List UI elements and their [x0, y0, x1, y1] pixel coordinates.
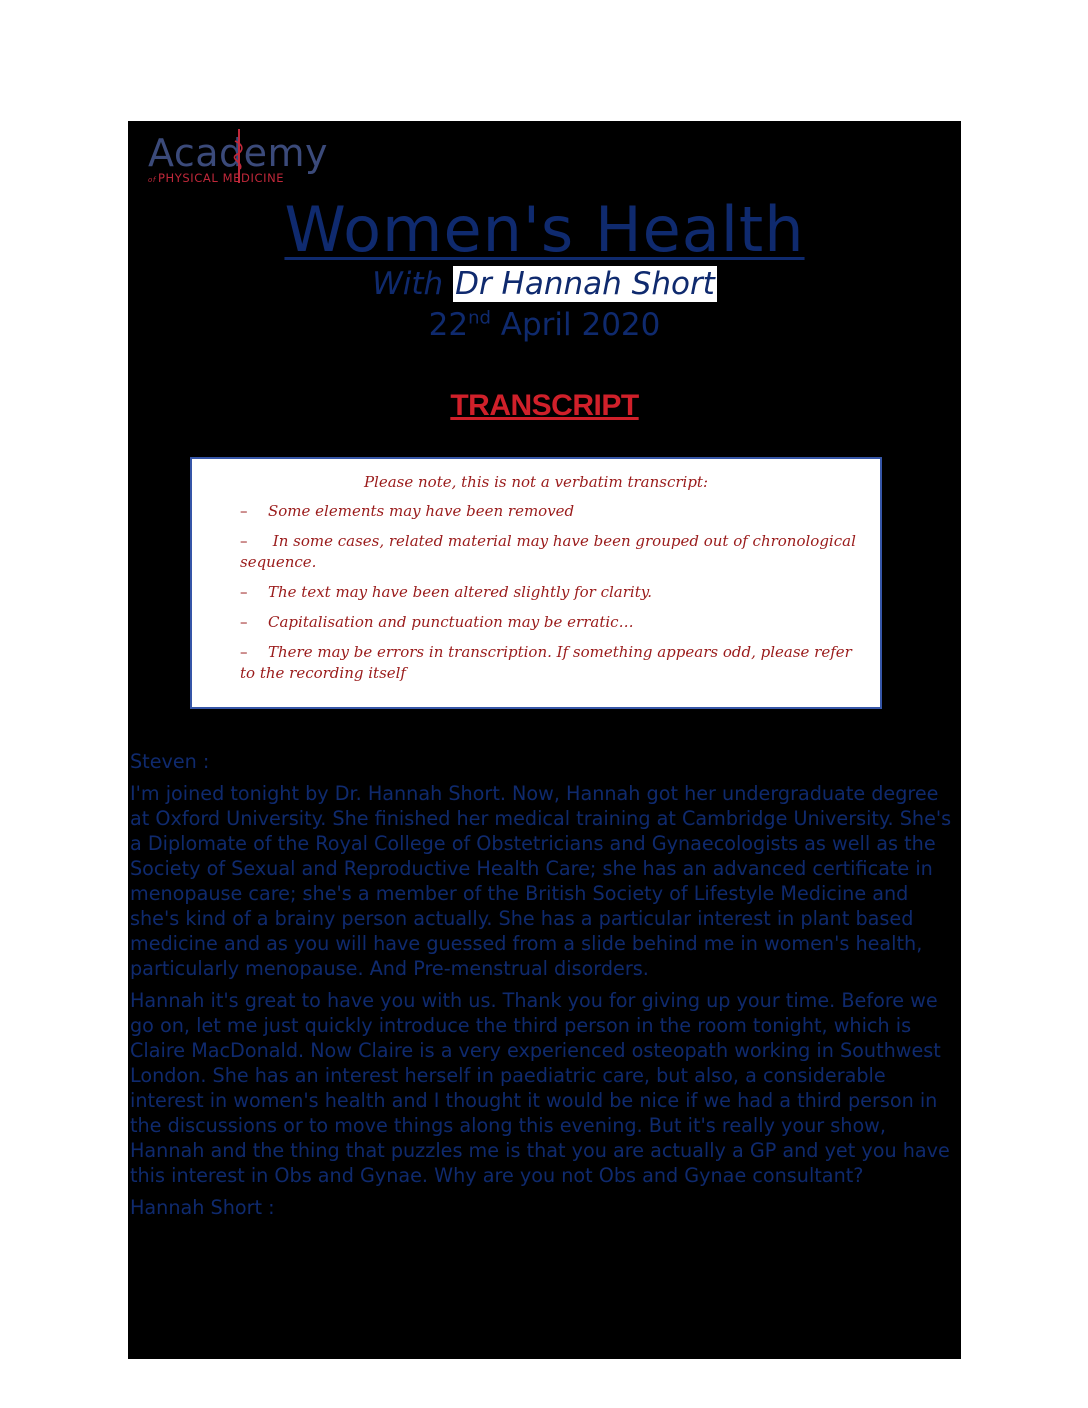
- paragraph: I'm joined tonight by Dr. Hannah Short. Now, Hannah got her undergraduate degree at Oxford University. She finished her medical training at Cambridge University. She's a Diplomate of the Royal College of Obstetricians and Gynaecologists as well as the Society of Sexual and Reproductive Health Care; she has an advanced certificate in menopause care; she's a member of the British Society of Lifestyle Medicine and she's kind of a brainy person actually. She has a particular interest in plant based medicine and as you will have guessed from a slide behind me in women's health, particularly menopause. And Pre-menstrual disorders.: [130, 782, 952, 980]
- list-item: – There may be errors in transcription. If something appears odd, please refer to the recording itself: [240, 643, 852, 682]
- dash-bullet: –: [240, 613, 248, 631]
- list-item: – The text may have been altered slightly for clarity.: [240, 583, 652, 601]
- speaker-label: Hannah Short :: [130, 1196, 275, 1219]
- date-line: [128, 307, 961, 343]
- with-label: With: [372, 266, 444, 302]
- date-day: 22: [428, 307, 469, 343]
- dash-bullet: –: [240, 643, 248, 661]
- academy-logo: [148, 127, 348, 187]
- transcript-heading: TRANSCRIPT: [450, 389, 639, 422]
- logo-subtitle: [148, 171, 284, 185]
- logo-sub-text: PHYSICAL MEDICINE: [157, 171, 285, 185]
- date-rest: April 2020: [500, 307, 661, 343]
- dash-bullet: –: [240, 502, 248, 520]
- transcript-body: [130, 749, 961, 1227]
- date-suffix: nd: [468, 307, 491, 329]
- dash-bullet: –: [240, 532, 248, 550]
- list-item: – In some cases, related material may have been grouped out of chronological sequence.: [240, 532, 856, 571]
- page-title: Women's Health: [284, 193, 805, 266]
- logo-wordmark: Academy: [148, 131, 329, 175]
- document-page: [128, 121, 961, 1359]
- disclaimer-box: [190, 457, 882, 709]
- logo-of: of: [148, 176, 156, 184]
- presenter-line: [128, 266, 961, 302]
- dash-bullet: –: [240, 583, 248, 601]
- presenter-name: Dr Hannah Short: [455, 266, 715, 302]
- disclaimer-heading: Please note, this is not a verbatim transcript:: [363, 473, 709, 491]
- paragraph: Hannah it's great to have you with us. Thank you for giving up your time. Before we go on, let me just quickly introduce the third person in the room tonight, which is Claire MacDonald. Now Claire is a very experienced osteopath working in Southwest London. She has an interest herself in paediatric care, but also, a considerable interest in women's health and I thought it would be nice if we had a third person in the discussions or to move things along this evening. But it's really your show, Hannah and the thing that puzzles me is that you are actually a GP and yet you have this interest in Obs and Gynae. Why are you not Obs and Gynae consultant?: [130, 989, 950, 1187]
- list-item: – Capitalisation and punctuation may be erratic…: [240, 613, 634, 631]
- speaker-label: Steven :: [130, 750, 210, 773]
- disclaimer-list: [240, 501, 870, 693]
- list-item: – Some elements may have been removed: [240, 502, 575, 520]
